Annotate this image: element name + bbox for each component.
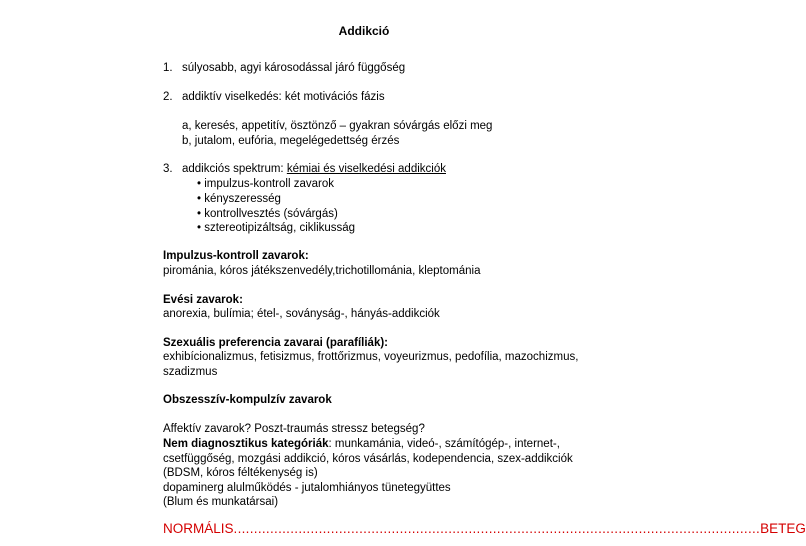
sexual-heading: Szexuális preferencia zavarai (parafíliák): (163, 337, 388, 349)
sexual-text-1: exhibícionalizmus, fetisizmus, frottőrizmus, voyeurizmus, pedofília, mazochizmus, (163, 351, 579, 363)
scale-dots: .................................................................................................................................. (233, 521, 761, 536)
bullet-item: • impulzus-kontroll zavarok (197, 178, 334, 190)
list-number: 2. (163, 91, 173, 103)
impulse-text: pirománia, kóros játékszenvedély,trichotillománia, kleptománia (163, 265, 481, 277)
nondiag-line (163, 437, 560, 451)
nondiag-label: Nem diagnosztikus kategóriák (163, 438, 329, 450)
blum-text: (Blum és munkatársai) (163, 496, 279, 508)
list-text: addikciós spektrum: (182, 163, 287, 175)
affective-text: Affektív zavarok? Poszt-traumás stressz betegség? (163, 423, 425, 435)
nondiag-text: : munkamánia, videó-, számítógép-, internet-, (328, 438, 560, 450)
list-item-3 (163, 162, 446, 176)
list-text: súlyosabb, agyi károsodással járó függőség (182, 62, 406, 74)
list-item-1 (163, 61, 405, 75)
phase-a: a, keresés, appetitív, ösztönző – gyakran sóvárgás előzi meg (182, 120, 493, 132)
ocd-heading: Obszesszív-kompulzív zavarok (163, 394, 332, 406)
scale-left-label: NORMÁLIS (163, 521, 234, 536)
eating-text: anorexia, bulímia; étel-, soványság-, hányás-addikciók (163, 308, 440, 320)
sexual-text-2: szadizmus (163, 366, 218, 378)
eating-heading: Evési zavarok: (163, 294, 243, 306)
page-title: Addikció (338, 24, 390, 38)
list-text: addiktív viselkedés: két motivációs fázis (182, 91, 385, 103)
dopamine-text: dopaminerg alulműködés - jutalomhiányos tünetegyüttes (163, 482, 451, 494)
spectrum-link-text: kémiai és viselkedési addikciók (286, 163, 446, 175)
list-item-2 (163, 90, 385, 104)
nondiag-cont-2: (BDSM, kóros féltékenység is) (163, 467, 318, 479)
bullet-item: • kontrollvesztés (sóvárgás) (197, 208, 338, 220)
nondiag-cont-1: csetfüggőség, mozgási addikció, kóros vásárlás, kodependencia, szex-addikciók (163, 453, 573, 465)
list-number: 3. (163, 163, 173, 175)
normal-sick-scale (163, 521, 806, 536)
scale-right-label: BETEG (760, 521, 806, 536)
bullet-item: • kényszeresség (197, 193, 281, 205)
bullet-item: • sztereotipizáltság, ciklikusság (197, 222, 356, 234)
list-number: 1. (163, 62, 173, 74)
phase-b: b, jutalom, eufória, megelégedettség érzés (182, 135, 400, 147)
impulse-heading: Impulzus-kontroll zavarok: (163, 250, 309, 262)
